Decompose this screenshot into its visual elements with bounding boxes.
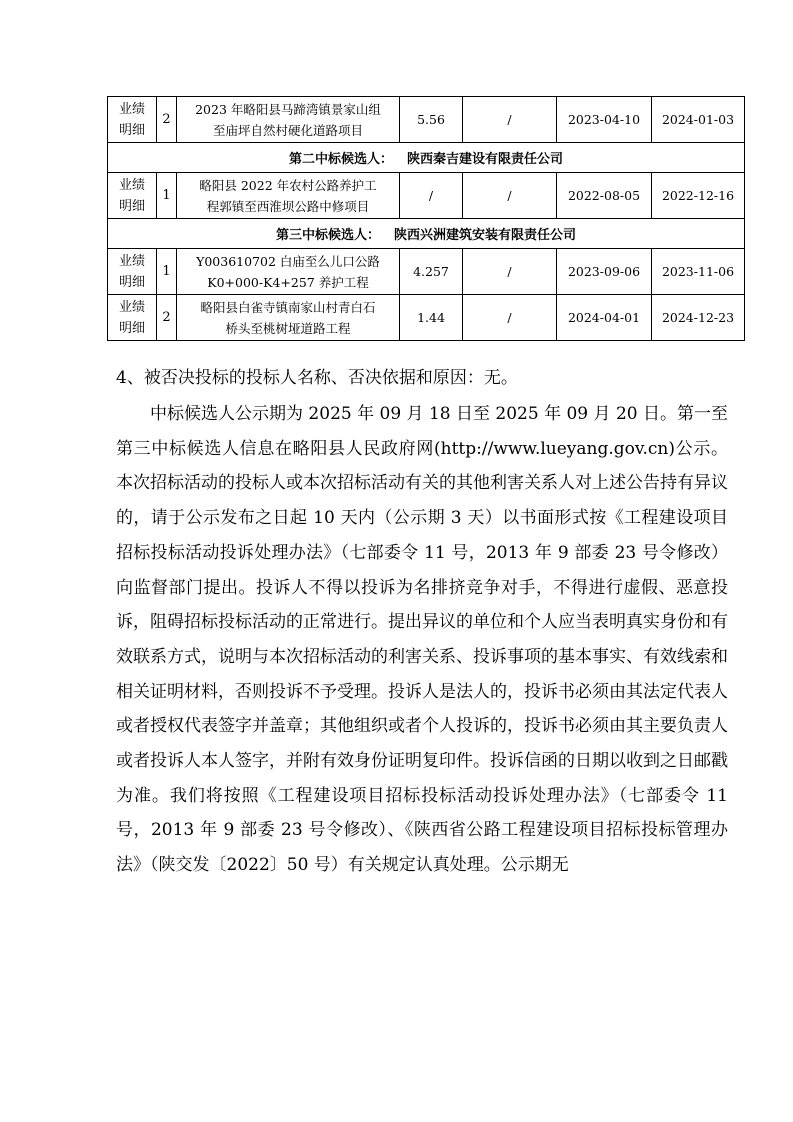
slash-cell: /	[463, 249, 557, 295]
row-index: 2	[157, 97, 177, 143]
project-name: 略阳县白雀寺镇南家山村青白石 桥头至桃树垭道路工程	[177, 295, 400, 341]
contract-amount: /	[400, 173, 463, 219]
start-date: 2023-04-10	[557, 97, 652, 143]
slash-cell: /	[463, 295, 557, 341]
contract-amount: 4.257	[400, 249, 463, 295]
candidate-row	[108, 219, 745, 249]
end-date: 2023-11-06	[652, 249, 745, 295]
table-row	[108, 97, 745, 143]
table-row	[108, 295, 745, 341]
end-date: 2024-01-03	[652, 97, 745, 143]
project-name: Y003610702 白庙至么儿口公路 K0+000-K4+257 养护工程	[177, 249, 400, 295]
candidate-row	[108, 143, 745, 173]
row-index: 1	[157, 249, 177, 295]
candidate-heading	[108, 143, 745, 173]
row-label: 业绩 明细	[108, 97, 157, 143]
row-index: 1	[157, 173, 177, 219]
row-index: 2	[157, 295, 177, 341]
contract-amount: 1.44	[400, 295, 463, 341]
table-row	[108, 249, 745, 295]
publicity-notice-paragraph: 中标候选人公示期为 2025 年 09 月 18 日至 2025 年 09 月 20 日。第一至第三中标候选人信息在略阳县人民政府网(http://www.lueyang.gov.cn)公示。本次招标活动的投标人或本次招标活动有关的其他利害关系人对上述公告持有异议的，请于公示发布之日起 10 天内（公示期 3 天）以书面形式按《工程建设项目招标投标活动投诉处理办法》（七部委令 11 号，2013 年 9 部委 23 号令修改）向监督部门提出。投诉人不得以投诉为名排挤竞争对手，不得进行虚假、恶意投诉，阻碍招标投标活动的正常进行。提出异议的单位和个人应当表明真实身份和有效联系方式，说明与本次招标活动的利害关系、投诉事项的基本事实、有效线索和相关证明材料，否则投诉不予受理。投诉人是法人的，投诉书必须由其法定代表人或者授权代表签字并盖章；其他组织或者个人投诉的，投诉书必须由其主要负责人或者投诉人本人签字，并附有效身份证明复印件。投诉信函的日期以收到之日邮戳为准。我们将按照《工程建设项目招标投标活动投诉处理办法》（七部委令 11 号，2013 年 9 部委 23 号令修改）、《陕西省公路工程建设项目招标投标管理办法》（陕交发〔2022〕50 号）有关规定认真处理。公示期无	[116, 404, 728, 876]
slash-cell: /	[463, 173, 557, 219]
slash-cell: /	[463, 97, 557, 143]
start-date: 2022-08-05	[557, 173, 652, 219]
row-label: 业绩 明细	[108, 295, 157, 341]
start-date: 2024-04-01	[557, 295, 652, 341]
end-date: 2022-12-16	[652, 173, 745, 219]
table-row	[108, 173, 745, 219]
candidate-title: 第二中标候选人：	[288, 152, 393, 167]
candidate-name: 陕西秦吉建设有限责任公司	[407, 152, 564, 167]
project-name: 2023 年略阳县马蹄湾镇景家山组 至庙坪自然村硬化道路项目	[177, 97, 400, 143]
candidate-name: 陕西兴洲建筑安装有限责任公司	[394, 228, 577, 243]
row-label: 业绩 明细	[108, 249, 157, 295]
performance-table	[107, 96, 745, 341]
end-date: 2024-12-23	[652, 295, 745, 341]
candidate-heading	[108, 219, 745, 249]
row-label: 业绩 明细	[108, 173, 157, 219]
contract-amount: 5.56	[400, 97, 463, 143]
project-name: 略阳县 2022 年农村公路养护工 程郭镇至西淮坝公路中修项目	[177, 173, 400, 219]
section-4-rejected-bidders: 4、被否决投标的投标人名称、否决依据和原因：无。	[116, 368, 518, 388]
candidate-title: 第三中标候选人：	[275, 228, 380, 243]
start-date: 2023-09-06	[557, 249, 652, 295]
